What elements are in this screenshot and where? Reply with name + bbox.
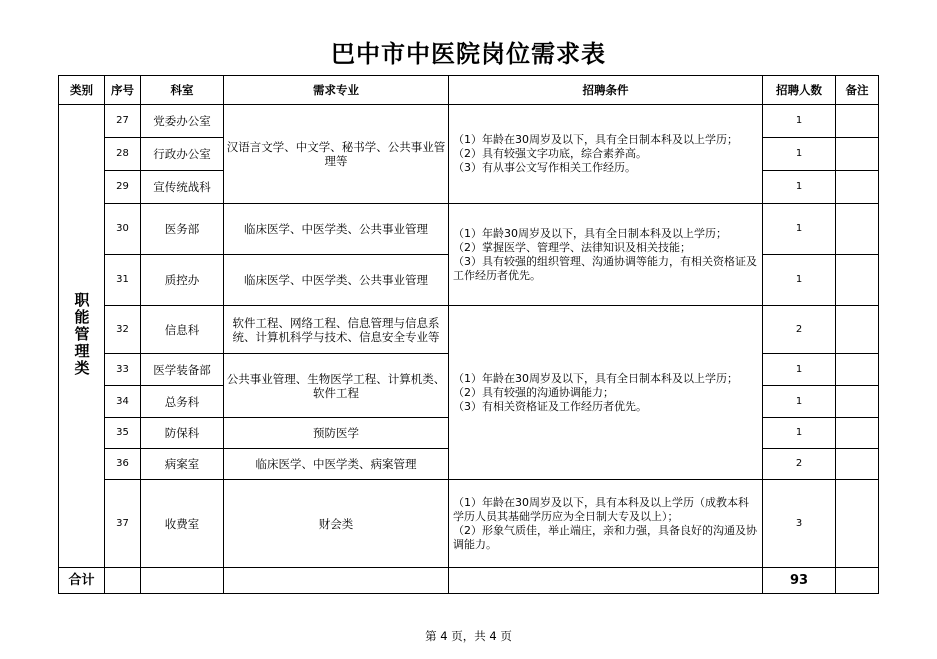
row-major: 临床医学、中医学类、公共事业管理	[224, 204, 449, 255]
row-count: 1	[763, 418, 836, 449]
row-dept: 行政办公室	[141, 138, 224, 171]
header-conditions: 招聘条件	[449, 76, 763, 105]
row-count: 3	[763, 480, 836, 568]
row-index: 34	[105, 386, 141, 418]
total-value: 93	[763, 568, 836, 594]
row-count: 2	[763, 306, 836, 354]
row-major: 软件工程、网络工程、信息管理与信息系统、计算机科学与技术、信息安全专业等	[224, 306, 449, 354]
category-cell	[59, 105, 105, 568]
row-count: 1	[763, 171, 836, 204]
row-index: 37	[105, 480, 141, 568]
row-remarks	[836, 171, 879, 204]
header-major: 需求专业	[224, 76, 449, 105]
row-dept: 质控办	[141, 255, 224, 306]
table-row	[59, 480, 879, 568]
row-count: 1	[763, 138, 836, 171]
row-dept: 总务科	[141, 386, 224, 418]
row-major: 临床医学、中医学类、公共事业管理	[224, 255, 449, 306]
total-empty	[105, 568, 141, 594]
header-category: 类别	[59, 76, 105, 105]
row-dept: 病案室	[141, 449, 224, 480]
row-major: 临床医学、中医学类、病案管理	[224, 449, 449, 480]
row-index: 27	[105, 105, 141, 138]
row-index: 36	[105, 449, 141, 480]
table-row	[59, 105, 879, 138]
row-remarks	[836, 449, 879, 480]
row-count: 1	[763, 386, 836, 418]
row-remarks	[836, 386, 879, 418]
total-empty	[449, 568, 763, 594]
row-dept: 党委办公室	[141, 105, 224, 138]
row-remarks	[836, 138, 879, 171]
page-footer: 第 4 页，共 4 页	[425, 629, 512, 643]
total-empty	[836, 568, 879, 594]
row-count: 1	[763, 204, 836, 255]
header-count: 招聘人数	[763, 76, 836, 105]
row-count: 1	[763, 255, 836, 306]
header-dept: 科室	[141, 76, 224, 105]
row-conditions: （1）年龄30周岁及以下，具有全日制本科及以上学历； （2）掌握医学、管理学、法律知识及相关技能； （3）具有较强的组织管理、沟通协调等能力，有相关资格证及工作经历者优先。	[449, 204, 763, 306]
row-index: 28	[105, 138, 141, 171]
row-index: 31	[105, 255, 141, 306]
row-count: 1	[763, 105, 836, 138]
category-label: 职能管理类	[72, 292, 91, 377]
total-label: 合计	[59, 568, 105, 594]
row-major: 财会类	[224, 480, 449, 568]
header-remarks: 备注	[836, 76, 879, 105]
row-remarks	[836, 255, 879, 306]
row-major: 汉语言文学、中文学、秘书学、公共事业管理等	[224, 105, 449, 204]
row-index: 30	[105, 204, 141, 255]
row-dept: 医务部	[141, 204, 224, 255]
total-row	[59, 568, 879, 594]
row-major: 预防医学	[224, 418, 449, 449]
row-dept: 信息科	[141, 306, 224, 354]
row-remarks	[836, 354, 879, 386]
row-conditions: （1）年龄在30周岁及以下，具有全日制本科及以上学历； （2）具有较强的沟通协调能力； （3）有相关资格证及工作经历者优先。	[449, 306, 763, 480]
table-row	[59, 306, 879, 354]
row-index: 29	[105, 171, 141, 204]
row-count: 2	[763, 449, 836, 480]
total-empty	[224, 568, 449, 594]
row-remarks	[836, 105, 879, 138]
row-dept: 防保科	[141, 418, 224, 449]
header-index: 序号	[105, 76, 141, 105]
row-index: 32	[105, 306, 141, 354]
header-row	[59, 76, 879, 105]
row-index: 35	[105, 418, 141, 449]
row-remarks	[836, 480, 879, 568]
row-remarks	[836, 204, 879, 255]
row-index: 33	[105, 354, 141, 386]
row-major: 公共事业管理、生物医学工程、计算机类、软件工程	[224, 354, 449, 418]
row-remarks	[836, 418, 879, 449]
row-conditions: （1）年龄在30周岁及以下，具有全日制本科及以上学历； （2）具有较强文字功底，综合素养高。 （3）有从事公文写作相关工作经历。	[449, 105, 763, 204]
row-count: 1	[763, 354, 836, 386]
row-conditions: （1）年龄在30周岁及以下，具有本科及以上学历（成教本科学历人员其基础学历应为全日制大专及以上）； （2）形象气质佳，举止端庄，亲和力强，具备良好的沟通及协调能力。	[449, 480, 763, 568]
row-dept: 宣传统战科	[141, 171, 224, 204]
row-dept: 医学装备部	[141, 354, 224, 386]
total-empty	[141, 568, 224, 594]
row-dept: 收费室	[141, 480, 224, 568]
row-remarks	[836, 306, 879, 354]
recruitment-table	[58, 75, 879, 594]
page-title: 巴中市中医院岗位需求表	[331, 40, 606, 68]
table-row	[59, 204, 879, 255]
